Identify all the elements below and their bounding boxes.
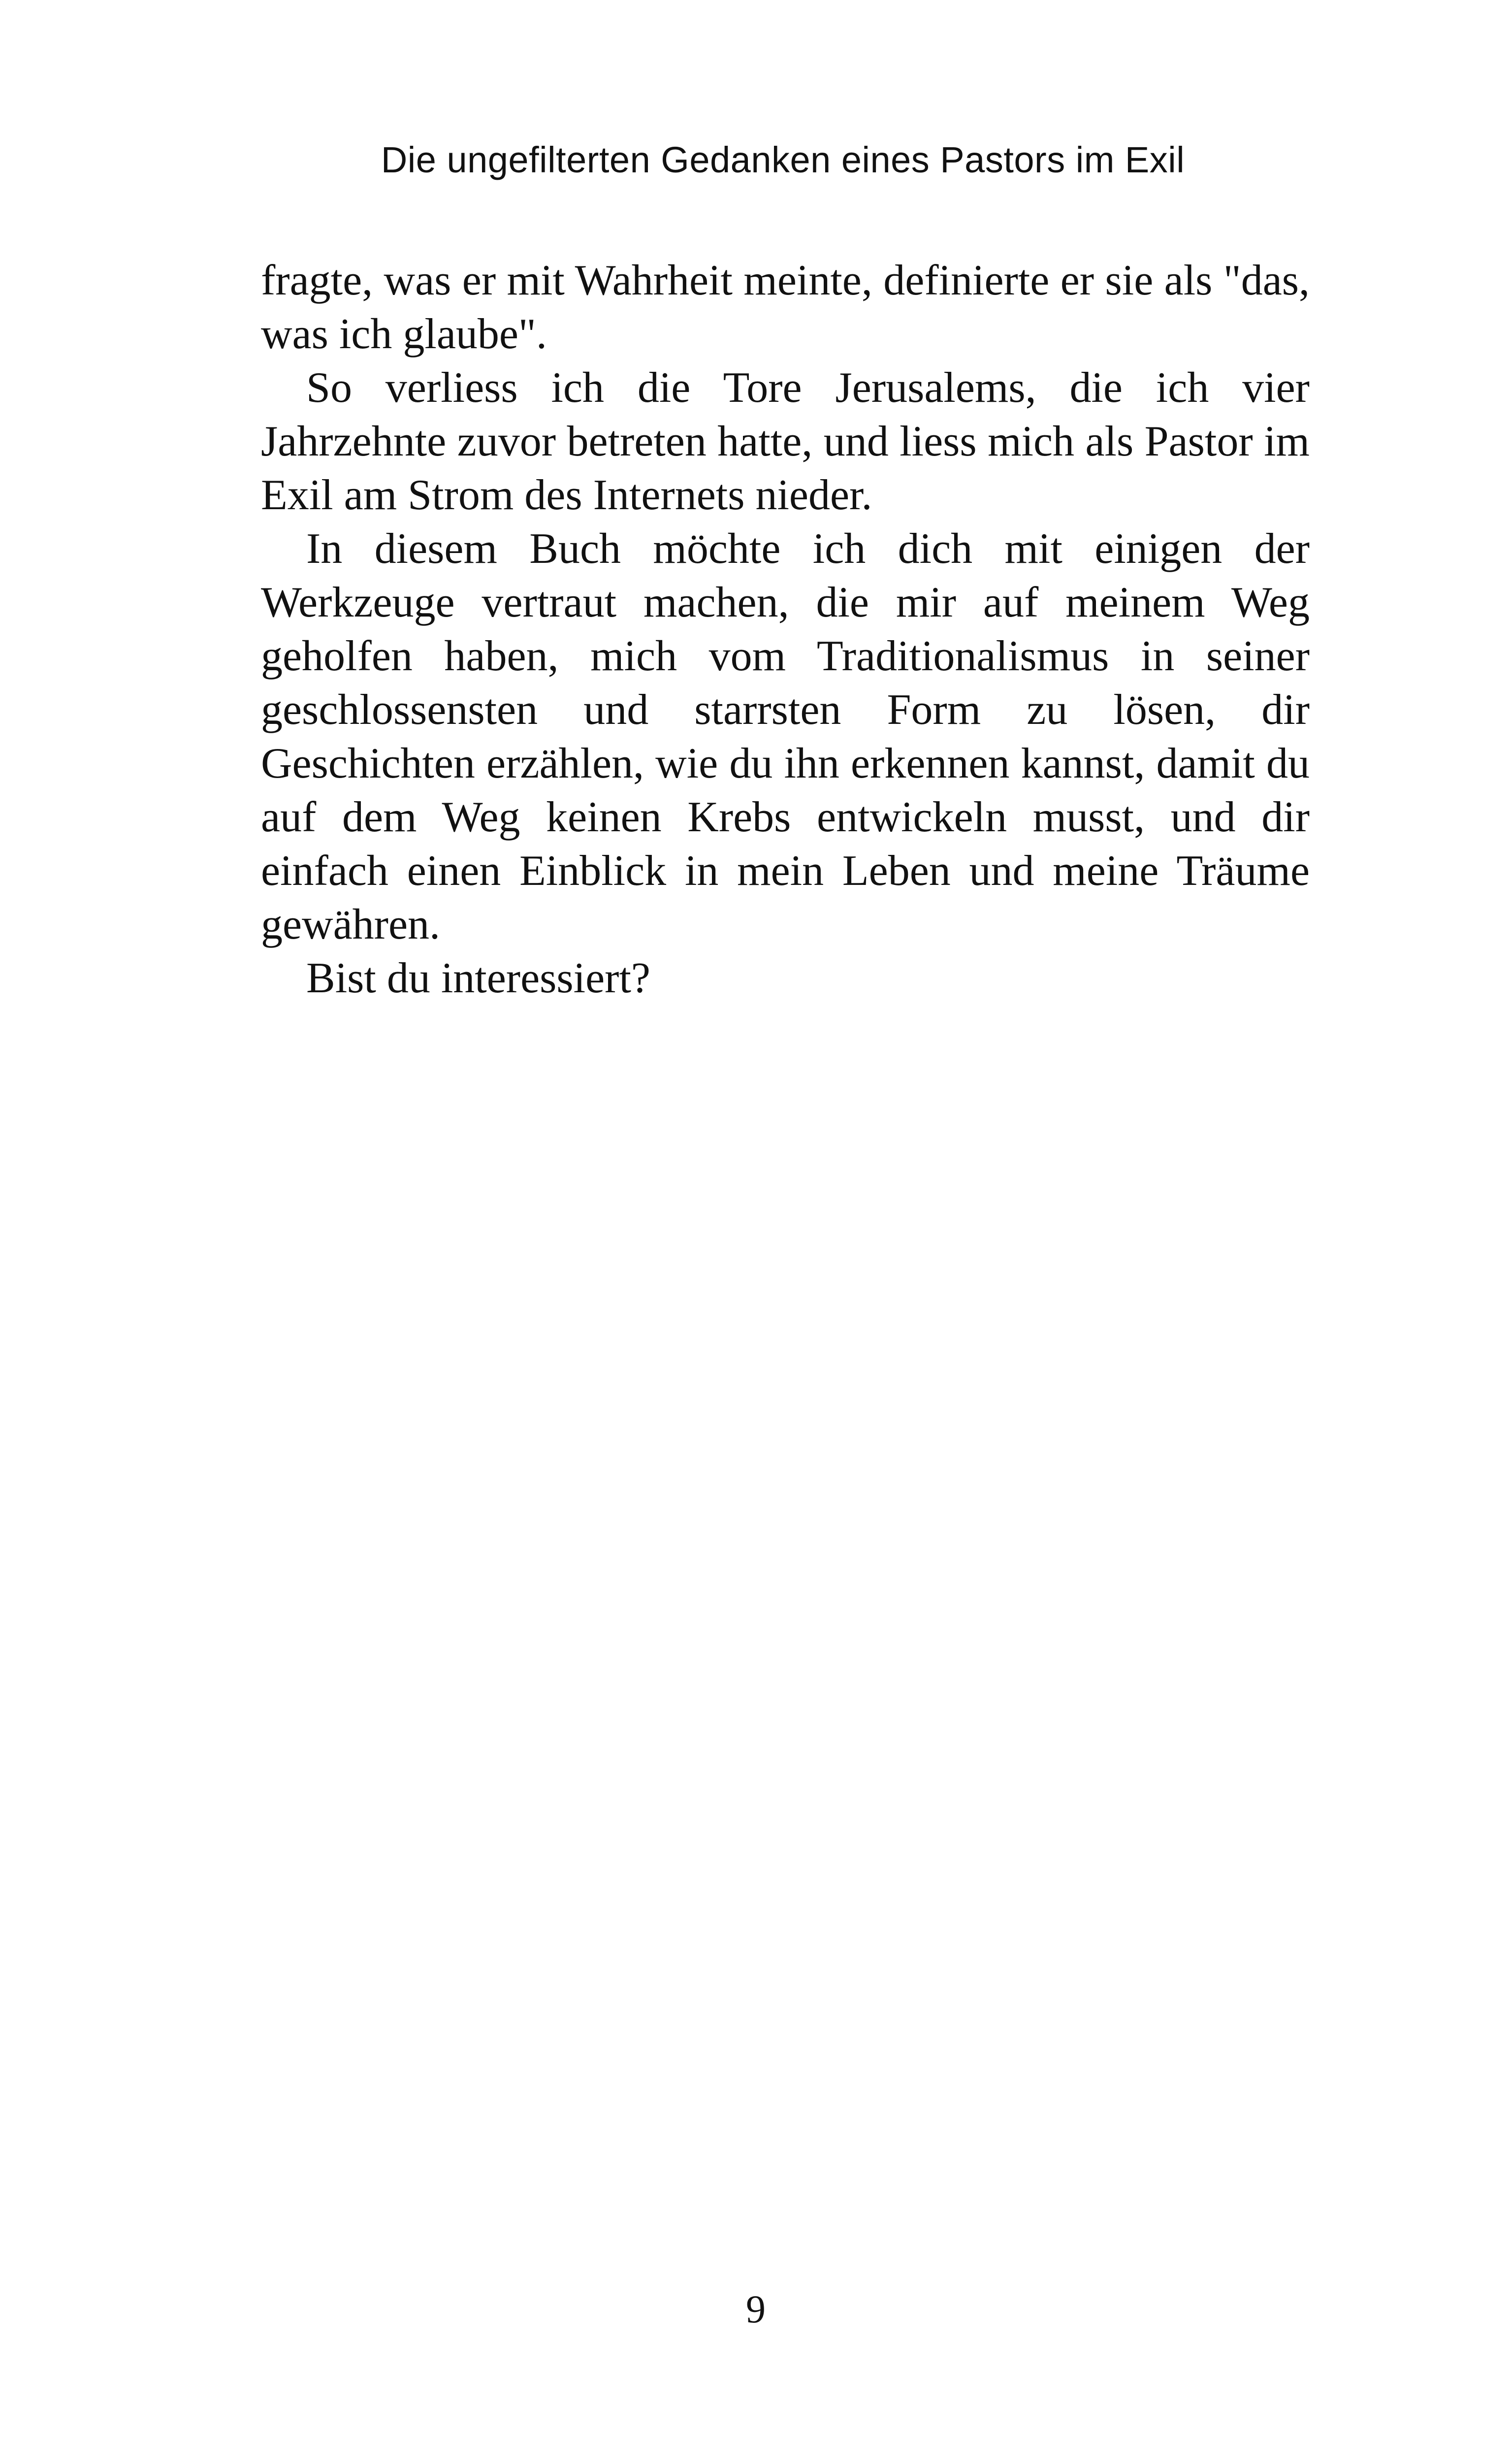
page-number: 9 [746,2288,766,2331]
paragraph-continued: fragte, was er mit Wahrheit meinte, definierte er sie als "das, was ich glaube". [261,257,1310,358]
paragraph: In diesem Buch möchte ich dich mit einigen der Werkzeuge vertraut machen, die mir auf meinem Weg geholfen haben, mich vom Traditionalismus in seiner geschlossensten und starrsten Form zu lösen, dir Geschichten erzählen, wie du ihn erkennen kannst, damit du auf dem Weg keinen Krebs entwickeln musst, und dir einfach einen Einblick in mein Leben und meine Träume gewähren. [261,525,1310,948]
body-text [261,254,1310,1005]
running-header: Die ungefilterten Gedanken eines Pastors im Exil [381,139,1185,180]
paragraph: Bist du interessiert? [306,954,650,1002]
paragraph: So verliess ich die Tore Jerusalems, die ich vier Jahrzehnte zuvor betreten hatte, und liess mich als Pastor im Exil am Strom des Internets nieder. [261,364,1310,519]
